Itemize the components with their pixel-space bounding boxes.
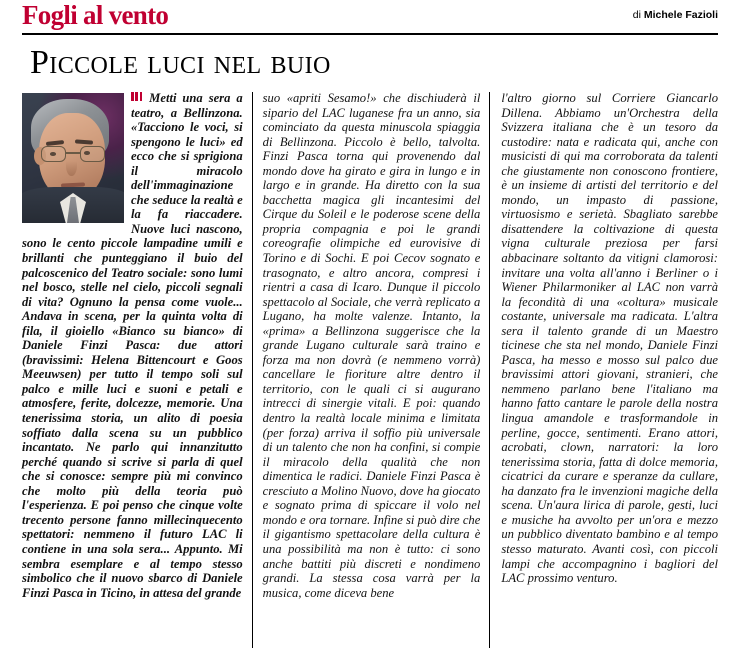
- text-column-1: [22, 91, 252, 651]
- byline-author: Michele Fazioli: [643, 9, 718, 21]
- column-2-text: suo «apriti Sesamo!» che dischiuderà il sipario del LAC luganese fra un anno, sia cominciato da questa minuscola spiaggia di Bellinzona. Piccolo è bello, talvolta. Finzi Pasca torna qui provenendo dal mondo dove ha girato e gira in lungo e in largo e in grande. Ha diretto con la sua bacchetta magica gli incantesimi del Cirque du Soleil e le poderose scene della propria compagnia e poi le grandi coreografie olimpiche ed eurovisive di Torino e di Sochi. E poi Cecov sognato e trasognato, e altro ancora, compresi i rientri a casa di Icaro. Dunque il piccolo spettacolo al Sociale, che verrà replicato a Lugano, ha molte valenze. Intanto, la «prima» a Bellinzona suggerisce che la grande Lugano culturale sarà traino e forza ma non dovrà (e nemmeno vorrà) cancellare le fioriture altre dentro il territorio, con le quali ci si augurano intrecci di sinergie vitali. E poi: quando dentro la realtà locale minima e limitata (per forza) arriva il soffio più universale di un talento che non ha confini, si compie il miracolo della qualità che non dimentica le radici. Daniele Finzi Pasca è cresciuto a Molino Nuovo, dove ha giocato e sognato prima di spiccare il volo nel mondo e ora tornare. Infine si può dire che il gigantismo spettacolare della cultura è una possibilità ma non è tutto: ci sono anche battiti più discreti e nondimeno grandi. La stessa cosa varrà per la musica, come diceva bene: [262, 91, 481, 600]
- column-3-text: l'altro giorno sul Corriere Giancarlo Dillena. Abbiamo un'Orchestra della Svizzera italiana che è un tesoro da custodire: nata e radicata qui, anche con musicisti di qui ma corroborata da talenti che giustamente non conoscono frontiere, è un insieme di artisti del territorio e del mondo, un impasto di passione, virtuosismo e serietà. Sbagliato sarebbe disattendere la coltivazione di questa vigna culturale preziosa per farsi abbacinare soltanto da vitigni clamorosi: invitare una volta all'anno i Berliner o i Wiener Philarmoniker al LAC non varrà la fecondità di una «coltura» musicale costante, universale ma radicata. L'altra sera il talento grande di un Maestro ticinese che sta nel mondo, Daniele Finzi Pasca, ha messo e mosso sul palco due bravissimi attori giovani, stranieri, che nemmeno parlano bene l'italiano ma hanno fatto cantare le parole della nostra lingua amandole e trasformandole in perline, gocce, sentimenti. Erano attori, acrobati, clown, narratori: la loro tenerissima storia, fatta di dolce memoria, cicatrici da curare e speranze da cullare, ha danzato fra le invenzioni magiche della scena. Un'aura lirica di parole, gesti, luci e musiche ha avvolto per un'ora e mezzo un pubblico diventato bambino e al tempo stesso maturato. Avanti così, con piccoli lampi che accompagnino i bagliori del LAC prossimo venturo.: [501, 91, 718, 586]
- portrait-photo: [22, 93, 124, 223]
- section-kicker: Fogli al vento: [22, 0, 169, 30]
- byline-prefix: di: [632, 9, 641, 21]
- text-column-3: [490, 91, 718, 651]
- byline: [633, 9, 718, 22]
- masthead-rule: [22, 33, 718, 35]
- masthead: [22, 0, 718, 36]
- column-1-text: Metti una sera a teatro, a Bellinzona. «Tacciono le voci, si spengono le luci» ed ecco che si sprigiona il miracolo dell'immaginazione che seduce la realtà e la fa riaccadere. Nuove luci nascono, sono le cento piccole lampadine umili e brillanti che punteggiano il buio del palcoscenico del Teatro sociale: sono lumi nel bosco, stelle nel cielo, piccoli segnali di vita? Ognuno la pensa come vuole... Andava in scena, per la quinta volta di fila, il gioiello «Bianco su bianco» di Daniele Finzi Pasca: due attori (bravissimi: Helena Bittencourt e Goos Meeuwsen) per tutto il tempo soli sul palco e mille luci e suoni e petali e atmosfere, ferite, dolcezze, memorie. Una tenerissima storia, un alito di poesia soffiato dalla scena su un pubblico incantato. Ne parlo qui innanzitutto perché quando si scrive si parla di quel che si conosce: sempre più mi convinco che molto più della teoria può l'esperienza. E poi penso che cinque volte trecento persone fanno millecinquecento spettatori: nemmeno il futuro LAC li contiene in una sola sera... Appunto. Mi sembra esemplare e al tempo stesso simbolico che il nuovo sbarco di Daniele Finzi Pasca in Ticino, in attesa del grande: [22, 91, 243, 600]
- page-title: Piccole luci nel buio: [30, 44, 331, 81]
- article-columns: [22, 91, 718, 651]
- text-column-2: [253, 91, 490, 651]
- paragraph-marker-icon: [131, 92, 144, 101]
